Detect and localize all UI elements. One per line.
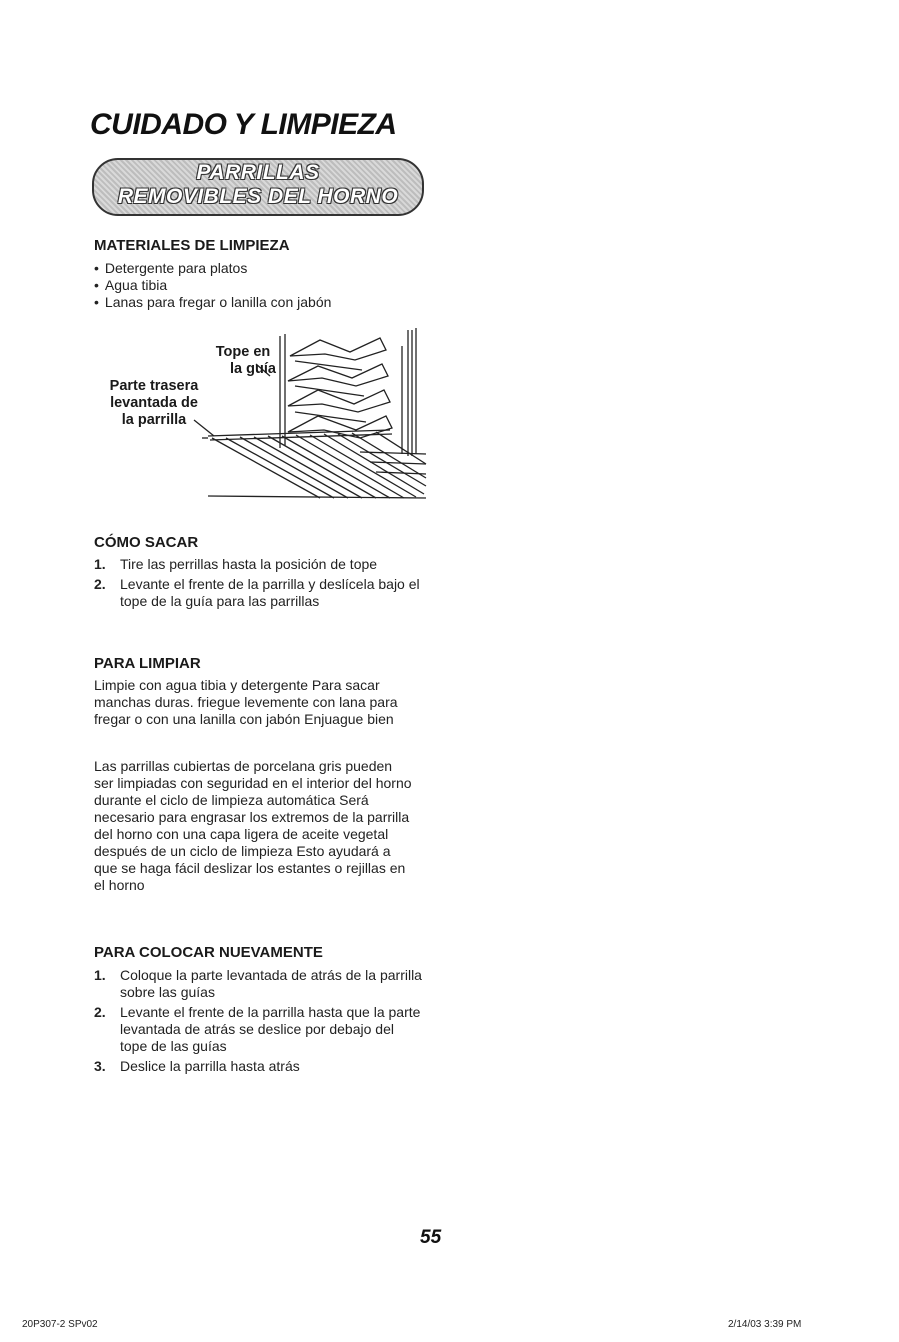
- replace-steps: [94, 967, 424, 1078]
- banner-line-2: REMOVIBLES DEL HORNO: [117, 185, 399, 208]
- clean-paragraph-1: Limpie con agua tibia y detergente Para sacar manchas duras. friegue levemente con lana para fregar o con una lanilla con jabón Enjuague bien: [94, 677, 398, 727]
- step-number: 3.: [94, 1058, 106, 1074]
- clean-heading: PARA LIMPIAR: [94, 655, 201, 672]
- clean-paragraph-2: Las parrillas cubiertas de porcelana gris pueden ser limpiadas con seguridad en el interior del horno durante el ciclo de limpieza automática Será necesario para engrasar los extremos de la parrilla del horno con una capa ligera de aceite vegetal después de un ciclo de limpieza Esto ayudará a que se haga fácil deslizar los estantes o rejillas en el horno: [94, 758, 412, 893]
- remove-steps: [94, 556, 424, 613]
- stop-label-line-1: Tope en: [215, 344, 271, 360]
- step-number: 1.: [94, 556, 106, 572]
- page-title: CUIDADO Y LIMPIEZA: [90, 108, 397, 141]
- list-item: [94, 967, 424, 1001]
- replace-heading: PARA COLOCAR NUEVAMENTE: [94, 944, 323, 961]
- step-text: Coloque la parte levantada de atrás de la parrilla sobre las guías: [120, 967, 422, 1000]
- step-text: Levante el frente de la parrilla hasta que la parte levantada de atrás se deslice por debajo del tope de las guías: [120, 1004, 421, 1054]
- step-text: Deslice la parrilla hasta atrás: [120, 1058, 300, 1074]
- list-item: [94, 1058, 424, 1075]
- section-banner: [92, 158, 424, 216]
- rack-diagram: [90, 326, 430, 516]
- back-label-line-2: levantada de: [110, 395, 198, 411]
- back-label: [90, 378, 218, 429]
- back-label-line-1: Parte trasera: [109, 378, 199, 394]
- stop-label-line-2: la guía: [230, 361, 276, 377]
- list-item: [94, 1004, 424, 1055]
- remove-heading: CÓMO SACAR: [94, 534, 199, 551]
- page-number: 55: [420, 1227, 442, 1248]
- banner-title: [94, 161, 422, 209]
- materials-heading: MATERIALES DE LIMPIEZA: [94, 237, 290, 254]
- list-item: [94, 576, 424, 610]
- stop-label: [198, 344, 288, 378]
- list-item: • Lanas para fregar o lanilla con jabón: [94, 294, 331, 311]
- step-text: Tire las perrillas hasta la posición de tope: [120, 556, 378, 572]
- step-number: 2.: [94, 576, 106, 592]
- footer-code: 20P307-2 SPv02: [22, 1319, 98, 1330]
- list-item: [94, 556, 424, 573]
- step-number: 1.: [94, 967, 106, 983]
- list-item: • Agua tibia: [94, 277, 331, 294]
- back-label-line-3: la parrilla: [121, 412, 187, 428]
- step-number: 2.: [94, 1004, 106, 1020]
- footer-timestamp: 2/14/03 3:39 PM: [728, 1319, 802, 1330]
- step-text: Levante el frente de la parrilla y deslícela bajo el tope de la guía para las parrillas: [120, 576, 420, 609]
- materials-list: [94, 260, 331, 311]
- banner-line-1: PARRILLAS: [196, 161, 320, 184]
- list-item: • Detergente para platos: [94, 260, 331, 277]
